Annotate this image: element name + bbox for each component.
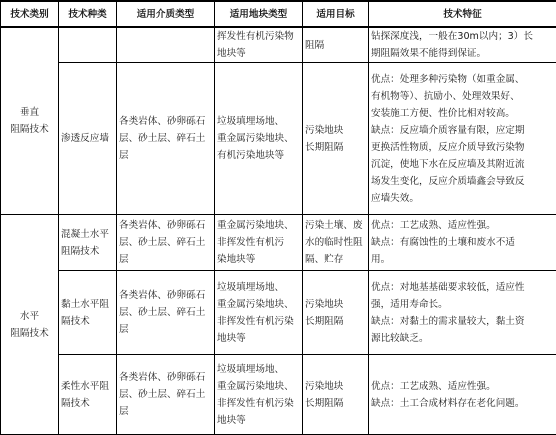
target-cell: 污染地块 长期阻隔: [303, 271, 369, 355]
media-cell: 各类岩体、砂卵砾石 层、砂土层、碎石土 层: [117, 63, 215, 215]
header-category: 技术类别: [1, 1, 59, 27]
target-cell: 污染土壤、废 水的临时性阻 隔、贮存: [303, 215, 369, 271]
target-cell: 污染地块 长期阻隔: [303, 63, 369, 215]
kind-cell: 渗透反应墙: [59, 63, 117, 215]
kind-cell: 混凝土水平 阻隔技术: [59, 215, 117, 271]
features-cell: 优点：对地基基础要求较低，适应性 强，适用寿命长。 缺点：对黏土的需求量较大，黏土资 源比较缺乏。: [369, 271, 556, 355]
features-cell: 优点：工艺成熟、适应性强。 缺点：有腐蚀性的土壤和废水不适 用。: [369, 215, 556, 271]
header-target: 适用目标: [303, 1, 369, 27]
site-type-cell: 重金属污染地块、 非挥发性有机污 染地块等: [215, 215, 303, 271]
kind-cell: 柔性水平阻 隔技术: [59, 355, 117, 435]
site-type-cell: 垃圾填埋场地、 重金属污染地块、 非挥发性有机污染 地块等: [215, 355, 303, 435]
features-cell: 优点：工艺成熟、适应性强。 缺点：土工合成材料存在老化问题。: [369, 355, 556, 435]
target-cell: 污染地块 长期阻隔: [303, 355, 369, 435]
site-type-cell: 垃圾填埋场地、 重金属污染地块、 有机污染地块等: [215, 63, 303, 215]
table-row: [1, 27, 556, 63]
category-cell-vertical: 垂直 阻隔技术: [1, 27, 59, 215]
header-media: 适用介质类型: [117, 1, 215, 27]
media-cell: 各类岩体、砂卵砾石 层、砂土层、碎石土 层: [117, 271, 215, 355]
kind-cell: 黏土水平阻 隔技术: [59, 271, 117, 355]
kind-cell: [59, 27, 117, 63]
header-site-type: 适用地块类型: [215, 1, 303, 27]
header-row: [1, 1, 556, 27]
site-type-cell: 垃圾填埋场地、 重金属污染地块、 非挥发性有机污染 地块等: [215, 271, 303, 355]
table-row: [1, 63, 556, 215]
table-row: [1, 215, 556, 271]
table-row: [1, 271, 556, 355]
media-cell: [117, 27, 215, 63]
table-row: [1, 355, 556, 435]
features-cell: 钻探深度浅，一般在30m以内；3）长 期阻隔效果不能得到保证。: [369, 27, 556, 63]
target-cell: 阻隔: [303, 27, 369, 63]
site-type-cell: 挥发性有机污染物 地块等: [215, 27, 303, 63]
category-cell-horizontal: 水平 阻隔技术: [1, 215, 59, 435]
features-cell: 优点：处理多种污染物（如重金属、 有机物等）、抗励小、处理效果好、 安装施工方便、性价比相对较高。 缺点：反应墙介质容量有限，应定期 更换活性物质，反应介质导致污染物 沉淀，使地下水在反应墙及其附近流 场发生变化，反应介质墙鑫会导致反 应墙失效。: [369, 63, 556, 215]
media-cell: 各类岩体、砂卵砾石 层、砂土层、碎石土 层: [117, 355, 215, 435]
media-cell: 各类岩体、砂卵砾石 层、砂土层、碎石土 层: [117, 215, 215, 271]
header-features: 技术特征: [369, 1, 556, 27]
header-kind: 技术种类: [59, 1, 117, 27]
